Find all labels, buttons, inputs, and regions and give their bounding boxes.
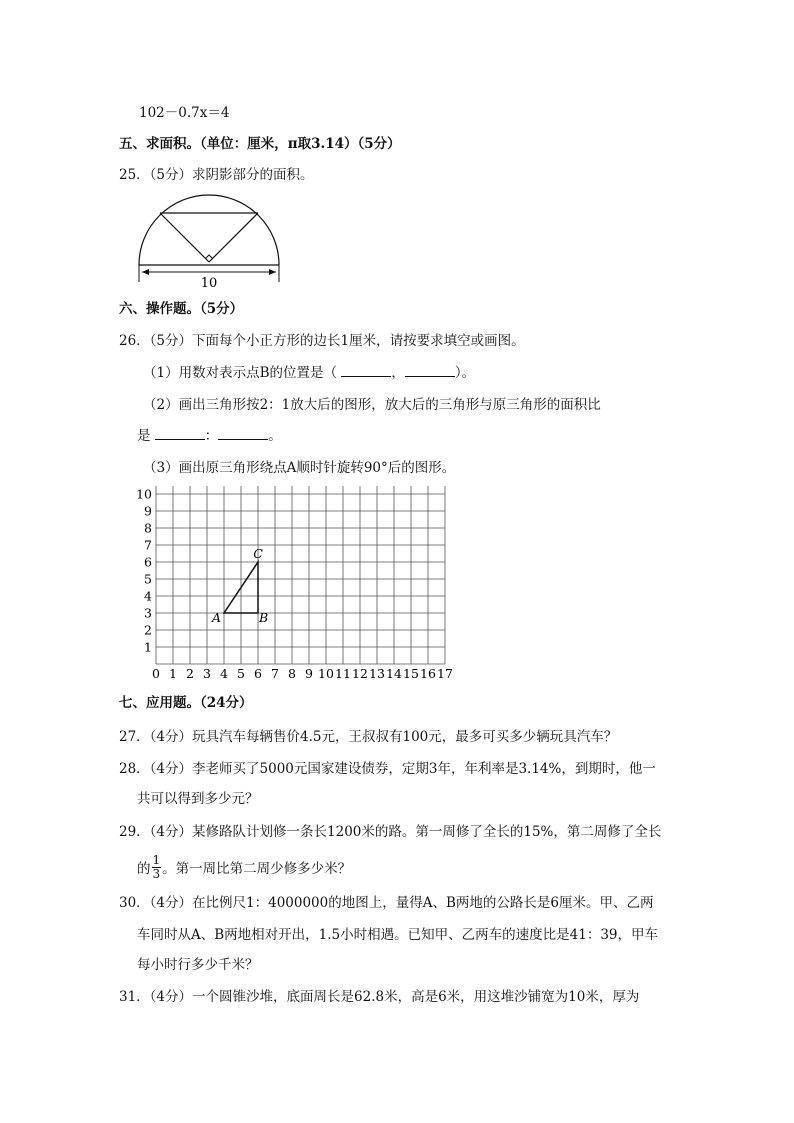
answer-blank-3[interactable]: [155, 427, 205, 440]
section-5-title: 五、求面积。（单位：厘米，π取3.14）（5分）: [119, 136, 401, 152]
x-axis-label: 3: [203, 666, 211, 681]
x-axis-label: 10: [318, 666, 334, 681]
x-axis-label: 15: [403, 666, 419, 681]
x-axis-label: 12: [352, 666, 368, 681]
y-axis-label: 4: [144, 588, 152, 604]
x-axis-label: 7: [271, 666, 279, 681]
semicircle-figure: [130, 190, 290, 290]
coordinate-grid: [130, 486, 465, 686]
y-axis-label: 7: [144, 537, 152, 553]
question-27: 27．（4分）玩具汽车每辆售价4.5元，王叔叔有100元，最多可买多少辆玩具汽车？: [119, 729, 618, 745]
point-c-label: C: [253, 546, 263, 561]
question-25: 25．（5分）求阴影部分的面积。: [119, 167, 314, 183]
section-7-title: 七、应用题。（24分）: [119, 695, 253, 711]
question-26-part-1: （1）用数对表示点B的位置是（ ， ）。: [143, 365, 476, 381]
x-axis-label: 5: [237, 666, 245, 681]
question-28-line-2: 共可以得到多少元？: [137, 791, 259, 807]
y-axis-label: 10: [136, 486, 152, 502]
point-b-label: B: [259, 610, 269, 625]
question-26: 26．（5分）下面每个小正方形的边长1厘米，请按要求填空或画图。: [119, 333, 525, 349]
y-axis-label: 5: [144, 571, 152, 587]
dimension-label: 10: [200, 276, 218, 290]
x-axis-label: 6: [254, 666, 262, 681]
question-30-line-3: 每小时行多少千米？: [137, 957, 259, 973]
x-axis-label: 14: [386, 666, 402, 681]
y-axis-label: 8: [144, 520, 152, 536]
x-axis-label: 17: [437, 666, 453, 681]
answer-blank-2[interactable]: [405, 364, 455, 377]
x-axis-label: 2: [186, 666, 194, 681]
question-30-line-2: 车同时从A、B两地相对开出，1.5小时相遇。已知甲、乙两车的速度比是41：39，甲车: [137, 927, 658, 943]
x-axis-label: 0: [152, 666, 160, 681]
x-axis-label: 13: [369, 666, 385, 681]
x-axis-label: 8: [288, 666, 296, 681]
answer-blank-4[interactable]: [218, 427, 268, 440]
question-29-line-2: 的 $\frac{1}{3}$ 。第一周比第二周少修多少米？: [137, 853, 352, 881]
x-axis-label: 16: [420, 666, 436, 681]
fraction-one-third: $\frac{1}{3}$: [152, 853, 161, 881]
equation-line: 102－0.7x＝4: [139, 105, 230, 121]
question-30-line-1: 30．（4分）在比例尺1：4000000的地图上，量得A、B两地的公路长是6厘米。甲、乙两: [119, 895, 654, 911]
question-31: 31．（4分）一个圆锥沙堆，底面周长是62.8米，高是6米，用这堆沙铺宽为10米，厚为: [119, 989, 640, 1005]
y-axis-label: 2: [144, 622, 152, 638]
question-26-part-2-line-2: 是 ： 。: [137, 428, 282, 444]
section-6-title: 六、操作题。（5分）: [119, 301, 244, 317]
y-axis-label: 1: [144, 639, 152, 655]
x-axis-label: 4: [220, 666, 228, 681]
question-26-part-3: （3）画出原三角形绕点A顺时针旋转90°后的图形。: [143, 460, 456, 476]
point-a-label: A: [211, 610, 221, 625]
y-axis-label: 9: [144, 503, 152, 519]
y-axis-label: 6: [144, 554, 152, 570]
y-axis-label: 3: [144, 605, 152, 621]
question-28-line-1: 28．（4分）李老师买了5000元国家建设债券，定期3年，年利率是3.14%，到期时，他一: [119, 761, 656, 777]
answer-blank-1[interactable]: [341, 364, 391, 377]
x-axis-label: 1: [169, 666, 177, 681]
x-axis-label: 9: [305, 666, 313, 681]
x-axis-label: 11: [335, 666, 351, 681]
question-29-line-1: 29．（4分）某修路队计划修一条长1200米的路。第一周修了全长的15%，第二周修了全长: [119, 824, 662, 840]
question-26-part-2-line-1: （2）画出三角形按2：1放大后的图形，放大后的三角形与原三角形的面积比: [143, 397, 601, 413]
